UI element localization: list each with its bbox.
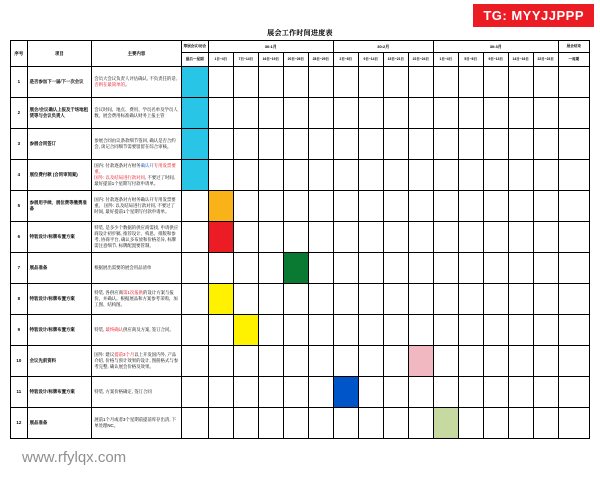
header-day-7: 15日~21日 bbox=[383, 53, 408, 67]
gantt-cell[interactable] bbox=[558, 377, 589, 408]
gantt-cell[interactable] bbox=[308, 408, 333, 439]
gantt-cell[interactable] bbox=[283, 377, 308, 408]
gantt-cell[interactable] bbox=[233, 346, 258, 377]
row-content-highlight: 否则在最简单的 bbox=[94, 82, 125, 87]
tg-badge: TG: MYYJJPPP bbox=[473, 4, 594, 27]
gantt-cell[interactable] bbox=[358, 346, 383, 377]
gantt-cell[interactable] bbox=[458, 284, 483, 315]
table-header bbox=[11, 41, 590, 67]
row-seq: 11 bbox=[11, 377, 28, 408]
gantt-cell[interactable] bbox=[408, 253, 433, 284]
gantt-cell[interactable] bbox=[208, 129, 233, 160]
gantt-cell[interactable] bbox=[181, 284, 208, 315]
table-row bbox=[11, 191, 590, 222]
gantt-cell[interactable] bbox=[208, 222, 233, 253]
row-project: 参展用手续、展位费等缴费准备 bbox=[27, 191, 92, 222]
gantt-cell[interactable] bbox=[333, 377, 358, 408]
gantt-cell[interactable] bbox=[333, 408, 358, 439]
gantt-cell[interactable] bbox=[283, 98, 308, 129]
gantt-cell[interactable] bbox=[533, 191, 558, 222]
row-project: 特装设计/标牌布置方案 bbox=[27, 222, 92, 253]
table-row bbox=[11, 67, 590, 98]
header-day-6: 9日~14日 bbox=[358, 53, 383, 67]
gantt-cell[interactable] bbox=[433, 377, 458, 408]
gantt-cell[interactable] bbox=[433, 129, 458, 160]
gantt-cell[interactable] bbox=[483, 346, 508, 377]
row-content: 特装, 各供应商第1次报供的设计方案与报价。并确认。根据展品和方案参考采购、加工图、结构图。 bbox=[92, 284, 182, 315]
row-project: 展会/会议确认上报及于场地租赁等与会议负责人 bbox=[27, 98, 92, 129]
header-seq: 序号 bbox=[11, 41, 28, 67]
row-content-blue: 确认开 bbox=[140, 163, 154, 169]
gantt-cell[interactable] bbox=[258, 67, 283, 98]
gantt-cell[interactable] bbox=[458, 129, 483, 160]
gantt-cell[interactable] bbox=[383, 67, 408, 98]
gantt-cell[interactable] bbox=[358, 67, 383, 98]
gantt-cell[interactable] bbox=[308, 222, 333, 253]
gantt-cell[interactable] bbox=[258, 284, 283, 315]
gantt-cell[interactable] bbox=[358, 315, 383, 346]
row-content-highlight: 提前3个月 bbox=[114, 352, 135, 358]
watermark: www.rfylqx.com bbox=[22, 449, 127, 466]
gantt-cell[interactable] bbox=[558, 160, 589, 191]
gantt-cell[interactable] bbox=[433, 315, 458, 346]
gantt-cell[interactable] bbox=[233, 98, 258, 129]
row-content: 根据展出需要的展会用品清单 bbox=[92, 253, 182, 284]
table-row bbox=[11, 408, 590, 439]
gantt-cell[interactable] bbox=[408, 408, 433, 439]
gantt-cell[interactable] bbox=[533, 253, 558, 284]
schedule-table bbox=[10, 40, 590, 439]
gantt-cell[interactable] bbox=[433, 408, 458, 439]
row-seq: 9 bbox=[11, 315, 28, 346]
gantt-cell[interactable] bbox=[383, 160, 408, 191]
gantt-cell[interactable] bbox=[308, 253, 333, 284]
gantt-cell[interactable] bbox=[333, 129, 358, 160]
gantt-cell[interactable] bbox=[208, 160, 233, 191]
gantt-cell[interactable] bbox=[533, 377, 558, 408]
gantt-cell[interactable] bbox=[533, 408, 558, 439]
gantt-cell[interactable] bbox=[208, 98, 233, 129]
gantt-cell[interactable] bbox=[358, 191, 383, 222]
gantt-cell[interactable] bbox=[558, 253, 589, 284]
row-content bbox=[92, 160, 182, 191]
gantt-cell[interactable] bbox=[208, 346, 233, 377]
row-project: 是否参加下一届/下一次会议 bbox=[27, 67, 92, 98]
header-day-0: 1日~4日 bbox=[208, 53, 233, 67]
gantt-cell[interactable] bbox=[283, 222, 308, 253]
header-day-2: 16日~19日 bbox=[258, 53, 283, 67]
header-day-10: 5日~8日 bbox=[458, 53, 483, 67]
header-day-1: 7日~14日 bbox=[233, 53, 258, 67]
row-project: 展品准备 bbox=[27, 408, 92, 439]
gantt-cell[interactable] bbox=[508, 315, 533, 346]
gantt-cell[interactable] bbox=[408, 129, 433, 160]
row-content: 会议时间、地点、费用、学员名单及学员人数、展会费用标准确认财务上报主管 bbox=[92, 98, 182, 129]
row-project: 特装设计/标牌布置方案 bbox=[27, 377, 92, 408]
gantt-cell[interactable] bbox=[383, 377, 408, 408]
row-project: 会议先前资料 bbox=[27, 346, 92, 377]
gantt-cell[interactable] bbox=[333, 284, 358, 315]
header-summary-sub: 一周期 bbox=[558, 53, 589, 67]
row-seq: 12 bbox=[11, 408, 28, 439]
gantt-cell[interactable] bbox=[358, 98, 383, 129]
gantt-cell[interactable] bbox=[483, 98, 508, 129]
table-row bbox=[11, 129, 590, 160]
gantt-cell[interactable] bbox=[283, 253, 308, 284]
gantt-cell[interactable] bbox=[558, 346, 589, 377]
gantt-cell[interactable] bbox=[458, 98, 483, 129]
gantt-cell[interactable] bbox=[181, 98, 208, 129]
row-content-red: 专用发票要重。 bbox=[94, 163, 176, 175]
gantt-cell[interactable] bbox=[508, 160, 533, 191]
gantt-cell[interactable] bbox=[208, 191, 233, 222]
gantt-cell[interactable] bbox=[333, 315, 358, 346]
gantt-cell[interactable] bbox=[483, 377, 508, 408]
gantt-cell[interactable] bbox=[181, 253, 208, 284]
gantt-cell[interactable] bbox=[383, 346, 408, 377]
table-row bbox=[11, 315, 590, 346]
gantt-cell[interactable] bbox=[383, 191, 408, 222]
gantt-cell[interactable] bbox=[383, 315, 408, 346]
page-title: 展会工作时间进度表 bbox=[267, 30, 333, 37]
gantt-cell[interactable] bbox=[433, 253, 458, 284]
gantt-cell[interactable] bbox=[458, 67, 483, 98]
gantt-cell[interactable] bbox=[483, 315, 508, 346]
gantt-cell[interactable] bbox=[333, 160, 358, 191]
gantt-cell[interactable] bbox=[558, 129, 589, 160]
row-seq: 6 bbox=[11, 222, 28, 253]
gantt-cell[interactable] bbox=[508, 377, 533, 408]
row-seq: 5 bbox=[11, 191, 28, 222]
row-project: 参展合同签订 bbox=[27, 129, 92, 160]
gantt-cell[interactable] bbox=[558, 284, 589, 315]
gantt-cell[interactable] bbox=[283, 67, 308, 98]
gantt-cell[interactable] bbox=[483, 160, 508, 191]
gantt-cell[interactable] bbox=[308, 129, 333, 160]
spreadsheet-sheet bbox=[10, 28, 590, 439]
gantt-cell[interactable] bbox=[533, 98, 558, 129]
row-content-highlight: 最终确认 bbox=[105, 327, 124, 333]
gantt-cell[interactable] bbox=[208, 253, 233, 284]
gantt-cell[interactable] bbox=[258, 160, 283, 191]
gantt-cell[interactable] bbox=[258, 191, 283, 222]
gantt-cell[interactable] bbox=[308, 377, 333, 408]
gantt-cell[interactable] bbox=[433, 191, 458, 222]
row-seq: 8 bbox=[11, 284, 28, 315]
gantt-cell[interactable] bbox=[408, 98, 433, 129]
gantt-cell[interactable] bbox=[458, 377, 483, 408]
gantt-cell[interactable] bbox=[383, 408, 408, 439]
header-summary: 展会结束 bbox=[558, 41, 589, 53]
gantt-cell[interactable] bbox=[483, 222, 508, 253]
gantt-cell[interactable] bbox=[181, 191, 208, 222]
row-content: 展前1个月或者3个星期前提前库存出清, 下单处理NC。 bbox=[92, 408, 182, 439]
row-content-line: 国内: 付款逐条对方财务确认开专用发票要重。 bbox=[94, 163, 176, 175]
gantt-cell[interactable] bbox=[383, 222, 408, 253]
gantt-cell[interactable] bbox=[508, 346, 533, 377]
gantt-cell[interactable] bbox=[508, 408, 533, 439]
gantt-cell[interactable] bbox=[208, 67, 233, 98]
table-row bbox=[11, 377, 590, 408]
gantt-cell[interactable] bbox=[508, 284, 533, 315]
row-content: 参展合同由议条款细节签回, 确认是否合约会, 谈记合同细节需要留留在综合审核。 bbox=[92, 129, 182, 160]
gantt-cell[interactable] bbox=[233, 377, 258, 408]
gantt-cell[interactable] bbox=[483, 129, 508, 160]
gantt-cell[interactable] bbox=[333, 346, 358, 377]
header-day-9: 1日~4日 bbox=[433, 53, 458, 67]
gantt-cell[interactable] bbox=[333, 98, 358, 129]
gantt-cell[interactable] bbox=[283, 160, 308, 191]
gantt-cell[interactable] bbox=[308, 160, 333, 191]
gantt-cell[interactable] bbox=[558, 315, 589, 346]
header-day-4: 28日~29日 bbox=[308, 53, 333, 67]
gantt-cell[interactable] bbox=[533, 160, 558, 191]
gantt-cell[interactable] bbox=[258, 129, 283, 160]
gantt-cell[interactable] bbox=[533, 129, 558, 160]
gantt-cell[interactable] bbox=[458, 346, 483, 377]
header-prep-meeting: 筹展会议/闭会 bbox=[181, 41, 208, 53]
row-project: 特装设计/标牌布置方案 bbox=[27, 284, 92, 315]
row-seq: 4 bbox=[11, 160, 28, 191]
gantt-cell[interactable] bbox=[258, 346, 283, 377]
gantt-cell[interactable] bbox=[181, 315, 208, 346]
gantt-cell[interactable] bbox=[308, 315, 333, 346]
gantt-cell[interactable] bbox=[233, 222, 258, 253]
gantt-cell[interactable] bbox=[483, 253, 508, 284]
table-row bbox=[11, 253, 590, 284]
gantt-cell[interactable] bbox=[433, 160, 458, 191]
row-seq: 2 bbox=[11, 98, 28, 129]
gantt-cell[interactable] bbox=[233, 129, 258, 160]
gantt-cell[interactable] bbox=[483, 408, 508, 439]
row-content: 特装, 方案价格确定, 签订合同 bbox=[92, 377, 182, 408]
gantt-cell[interactable] bbox=[508, 222, 533, 253]
gantt-cell[interactable] bbox=[558, 98, 589, 129]
gantt-cell[interactable] bbox=[258, 315, 283, 346]
row-content: 国外: 建议提前3个月以上开发国内外, 产品介绍, 价格与预计效果的设计, 图册格式与参考完整, 确认展会价格及效果。 bbox=[92, 346, 182, 377]
row-project: 展品准备 bbox=[27, 253, 92, 284]
gantt-cell[interactable] bbox=[283, 284, 308, 315]
gantt-cell[interactable] bbox=[308, 191, 333, 222]
gantt-cell[interactable] bbox=[233, 67, 258, 98]
gantt-cell[interactable] bbox=[433, 222, 458, 253]
gantt-cell[interactable] bbox=[558, 191, 589, 222]
gantt-cell[interactable] bbox=[458, 191, 483, 222]
gantt-cell[interactable] bbox=[358, 160, 383, 191]
header-prep-sub: 最后一星期 bbox=[181, 53, 208, 67]
gantt-cell[interactable] bbox=[508, 253, 533, 284]
gantt-cell[interactable] bbox=[483, 191, 508, 222]
gantt-cell[interactable] bbox=[181, 346, 208, 377]
gantt-cell[interactable] bbox=[433, 98, 458, 129]
gantt-cell[interactable] bbox=[208, 377, 233, 408]
gantt-cell[interactable] bbox=[458, 222, 483, 253]
gantt-cell[interactable] bbox=[533, 315, 558, 346]
gantt-cell[interactable] bbox=[308, 346, 333, 377]
header-project: 项目 bbox=[27, 41, 92, 67]
table-row bbox=[11, 160, 590, 191]
gantt-cell[interactable] bbox=[558, 408, 589, 439]
gantt-cell[interactable] bbox=[181, 377, 208, 408]
header-day-11: 9日~13日 bbox=[483, 53, 508, 67]
gantt-cell[interactable] bbox=[433, 67, 458, 98]
gantt-cell[interactable] bbox=[508, 129, 533, 160]
gantt-cell[interactable] bbox=[208, 315, 233, 346]
gantt-cell[interactable] bbox=[458, 253, 483, 284]
gantt-cell[interactable] bbox=[508, 191, 533, 222]
table-row bbox=[11, 222, 590, 253]
gantt-cell[interactable] bbox=[383, 129, 408, 160]
gantt-cell[interactable] bbox=[383, 284, 408, 315]
gantt-cell[interactable] bbox=[433, 346, 458, 377]
gantt-cell[interactable] bbox=[181, 408, 208, 439]
gantt-cell[interactable] bbox=[358, 284, 383, 315]
gantt-cell[interactable] bbox=[258, 98, 283, 129]
gantt-cell[interactable] bbox=[308, 284, 333, 315]
row-seq: 3 bbox=[11, 129, 28, 160]
gantt-cell[interactable] bbox=[233, 408, 258, 439]
gantt-cell[interactable] bbox=[358, 222, 383, 253]
gantt-cell[interactable] bbox=[358, 408, 383, 439]
gantt-cell[interactable] bbox=[233, 191, 258, 222]
header-day-13: 22日~23日 bbox=[533, 53, 558, 67]
gantt-cell[interactable] bbox=[258, 222, 283, 253]
gantt-cell[interactable] bbox=[483, 67, 508, 98]
gantt-cell[interactable] bbox=[308, 67, 333, 98]
gantt-cell[interactable] bbox=[283, 191, 308, 222]
gantt-cell[interactable] bbox=[258, 408, 283, 439]
gantt-cell[interactable] bbox=[458, 315, 483, 346]
row-seq: 1 bbox=[11, 67, 28, 98]
row-content-highlight: 第1次报供 bbox=[123, 290, 144, 296]
gantt-cell[interactable] bbox=[258, 377, 283, 408]
gantt-cell[interactable] bbox=[208, 284, 233, 315]
header-month-0: 30:1月 bbox=[208, 41, 333, 53]
gantt-cell[interactable] bbox=[358, 253, 383, 284]
gantt-cell[interactable] bbox=[408, 191, 433, 222]
gantt-cell[interactable] bbox=[333, 222, 358, 253]
gantt-cell[interactable] bbox=[533, 346, 558, 377]
gantt-cell[interactable] bbox=[258, 253, 283, 284]
gantt-cell[interactable] bbox=[433, 284, 458, 315]
gantt-cell[interactable] bbox=[383, 253, 408, 284]
row-content: 会员大会议负责人评估确认, 不负责任的话, 否则在最简单的。 bbox=[92, 67, 182, 98]
gantt-cell[interactable] bbox=[233, 284, 258, 315]
gantt-cell[interactable] bbox=[208, 408, 233, 439]
gantt-cell[interactable] bbox=[508, 67, 533, 98]
gantt-cell[interactable] bbox=[408, 67, 433, 98]
row-content-red: 国外: 以及结局进行款对同 bbox=[94, 175, 145, 180]
gantt-cell[interactable] bbox=[181, 222, 208, 253]
gantt-cell[interactable] bbox=[408, 160, 433, 191]
gantt-cell[interactable] bbox=[383, 98, 408, 129]
header-day-8: 22日~24日 bbox=[408, 53, 433, 67]
row-content: 特装, 最终确认供应商及方案, 签订合同。 bbox=[92, 315, 182, 346]
gantt-cell[interactable] bbox=[333, 67, 358, 98]
gantt-cell[interactable] bbox=[533, 67, 558, 98]
row-content: 国内: 付款逐条对方财务确认开专用发票要重。 国外: 以及结局进行款对同, 不要过了时间, 最好提前1个星期写付款申请单。 bbox=[92, 191, 182, 222]
gantt-cell[interactable] bbox=[533, 284, 558, 315]
row-project: 展位费付款 (合同审阅案) bbox=[27, 160, 92, 191]
header-month-1: 30:2月 bbox=[333, 41, 433, 53]
table-body bbox=[11, 67, 590, 439]
header-day-3: 20日~26日 bbox=[283, 53, 308, 67]
row-content: 特装, 是多少个数据的供应商需找, 申请供应商设计初步稿, 推荐设计、构思、排版和参考, 协商平台, 确认多布放和价格差异, 标牌需注意细节, 标牌配置要管制。 bbox=[92, 222, 182, 253]
gantt-cell[interactable] bbox=[283, 315, 308, 346]
gantt-cell[interactable] bbox=[181, 160, 208, 191]
table-row bbox=[11, 346, 590, 377]
gantt-cell[interactable] bbox=[333, 191, 358, 222]
row-seq: 7 bbox=[11, 253, 28, 284]
gantt-cell[interactable] bbox=[458, 408, 483, 439]
gantt-cell[interactable] bbox=[233, 253, 258, 284]
gantt-cell[interactable] bbox=[233, 160, 258, 191]
gantt-cell[interactable] bbox=[408, 346, 433, 377]
header-day-5: 2日~8日 bbox=[333, 53, 358, 67]
gantt-cell[interactable] bbox=[308, 98, 333, 129]
gantt-cell[interactable] bbox=[408, 222, 433, 253]
header-day-12: 14日~16日 bbox=[508, 53, 533, 67]
gantt-cell[interactable] bbox=[408, 377, 433, 408]
table-row bbox=[11, 98, 590, 129]
gantt-cell[interactable] bbox=[408, 284, 433, 315]
row-content-line: 国外: 以及结局进行款对同, 不要过了时间, 最好提前1个星期写付款申请单。 bbox=[94, 175, 175, 186]
row-project: 特装设计/标牌布置方案 bbox=[27, 315, 92, 346]
gantt-cell[interactable] bbox=[283, 346, 308, 377]
gantt-cell[interactable] bbox=[181, 67, 208, 98]
gantt-cell[interactable] bbox=[283, 129, 308, 160]
gantt-cell[interactable] bbox=[358, 129, 383, 160]
gantt-cell[interactable] bbox=[408, 315, 433, 346]
gantt-cell[interactable] bbox=[333, 253, 358, 284]
row-seq: 10 bbox=[11, 346, 28, 377]
gantt-cell[interactable] bbox=[483, 284, 508, 315]
gantt-cell[interactable] bbox=[358, 377, 383, 408]
header-month-2: 30:3月 bbox=[433, 41, 558, 53]
gantt-cell[interactable] bbox=[533, 222, 558, 253]
gantt-cell[interactable] bbox=[458, 160, 483, 191]
gantt-cell[interactable] bbox=[558, 67, 589, 98]
gantt-cell[interactable] bbox=[233, 315, 258, 346]
table-row bbox=[11, 284, 590, 315]
gantt-cell[interactable] bbox=[558, 222, 589, 253]
gantt-cell[interactable] bbox=[508, 98, 533, 129]
header-main-content: 主要内容 bbox=[92, 41, 182, 67]
gantt-cell[interactable] bbox=[181, 129, 208, 160]
gantt-cell[interactable] bbox=[283, 408, 308, 439]
